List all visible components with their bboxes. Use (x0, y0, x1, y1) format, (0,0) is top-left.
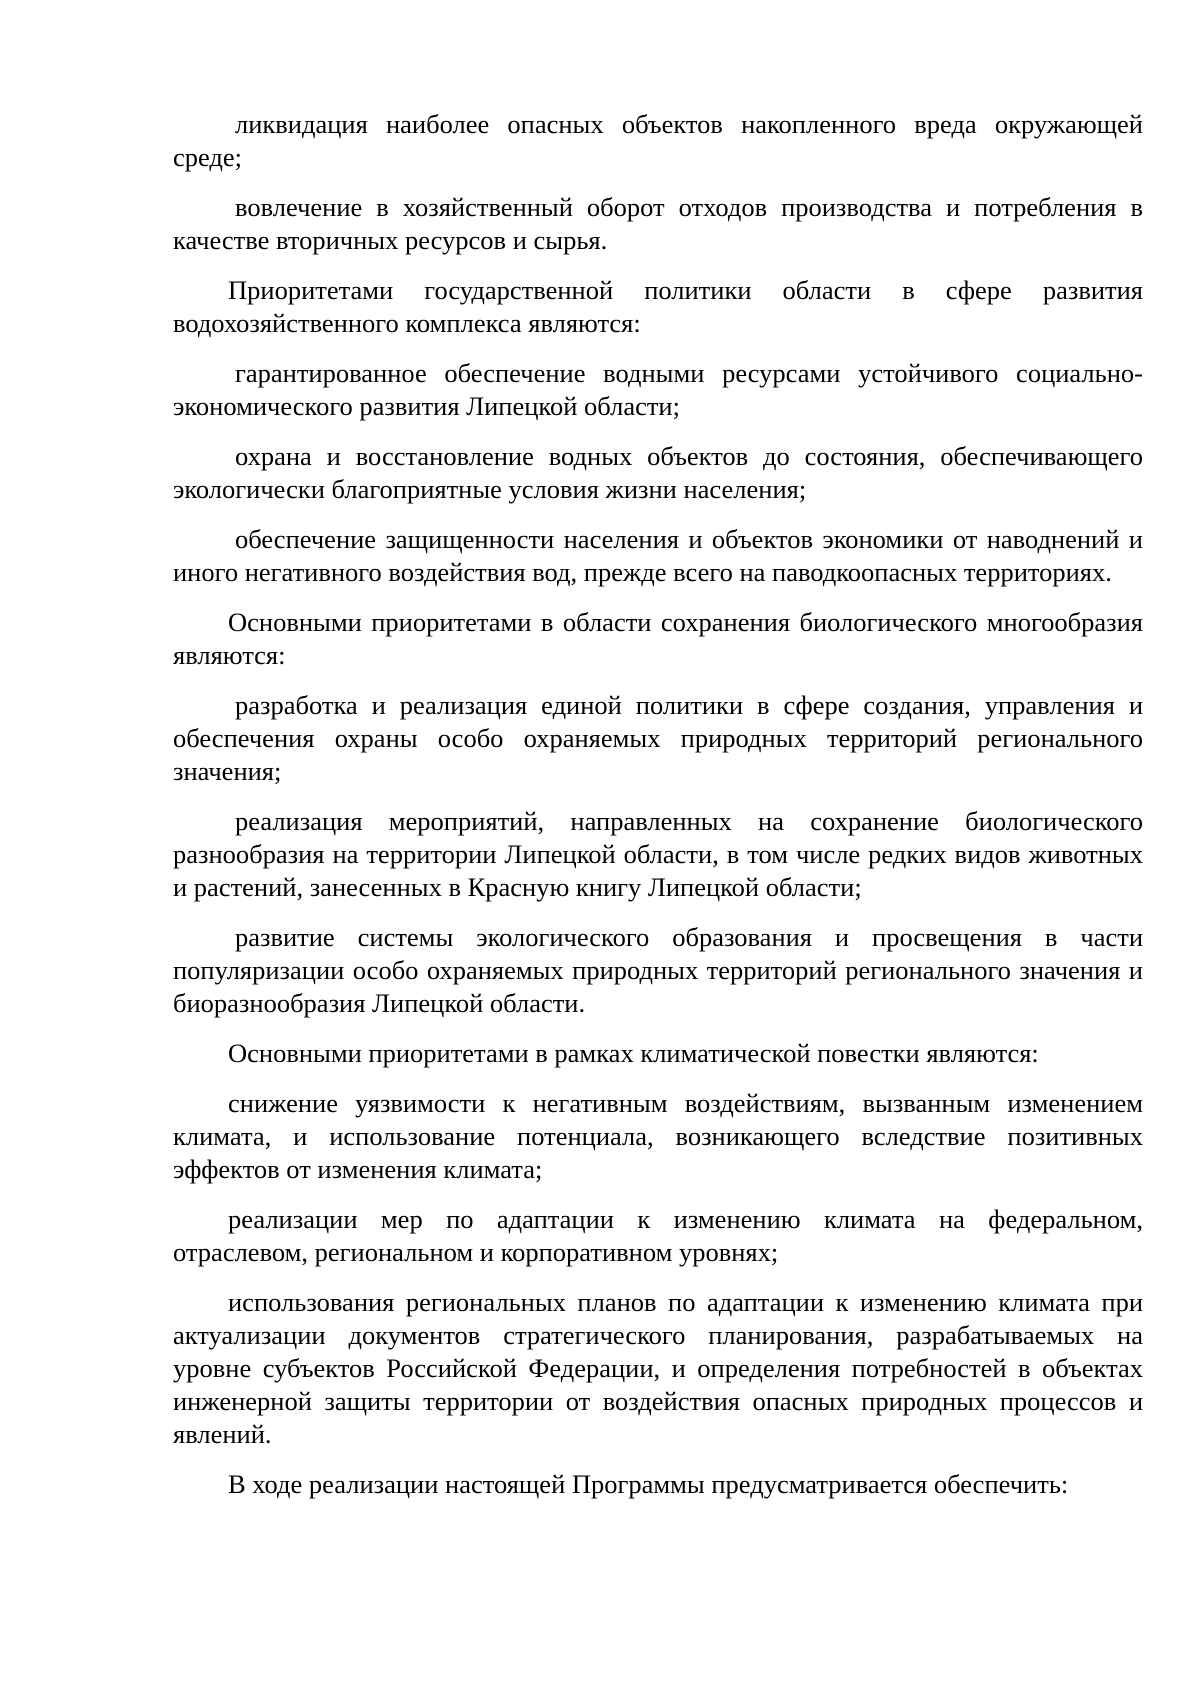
paragraph-climate-adaptation: реализации мер по адаптации к изменению климата на федеральном, отраслевом, региональном и корпоративном уровнях; (173, 1204, 1143, 1267)
paragraph-flood-protection: обеспечение защищенности населения и объектов экономики от наводнений и иного негативного воздействия вод, прежде всего на паводкоопасных территориях. (173, 524, 1143, 587)
paragraph-biodiversity-intro: Основными приоритетами в области сохранения биологического многообразия являются: (173, 607, 1143, 670)
paragraph-biodiversity-measures: реализация мероприятий, направленных на сохранение биологического разнообразия на территории Липецкой области, в том числе редких видов животных и растений, занесенных в Красную книгу Липецкой области; (173, 806, 1143, 902)
paragraph-water-supply: гарантированное обеспечение водными ресурсами устойчивого социально-экономического развития Липецкой области; (173, 358, 1143, 421)
paragraph-climate-vulnerability: снижение уязвимости к негативным воздействиям, вызванным изменением климата, и использование потенциала, возникающего вследствие позитивных эффектов от изменения климата; (173, 1088, 1143, 1184)
paragraph-protected-areas-policy: разработка и реализация единой политики в сфере создания, управления и обеспечения охраны особо охраняемых природных территорий регионального значения; (173, 690, 1143, 786)
paragraph-climate-intro: Основными приоритетами в рамках климатической повестки являются: (228, 1038, 1039, 1068)
paragraph-program-goals-intro: В ходе реализации настоящей Программы предусматривается обеспечить: (228, 1469, 1069, 1499)
paragraph-water-priorities-intro: Приоритетами государственной политики области в сфере развития водохозяйственного комплекса являются: (173, 275, 1143, 338)
paragraph-water-restoration: охрана и восстановление водных объектов до состояния, обеспечивающего экологически благоприятные условия жизни населения; (173, 441, 1143, 504)
paragraph-waste-recycling: вовлечение в хозяйственный оборот отходов производства и потребления в качестве вторичных ресурсов и сырья. (173, 192, 1143, 255)
paragraph-eco-education: развитие системы экологического образования и просвещения в части популяризации особо охраняемых природных территорий регионального значения и биоразнообразия Липецкой области. (173, 922, 1143, 1018)
paragraph-regional-plans: использования региональных планов по адаптации к изменению климата при актуализации документов стратегического планирования, разрабатываемых на уровне субъектов Российской Федерации, и определения потребностей в объектах инженерной защиты территории от воздействия опасных природных процессов и явлений. (173, 1287, 1143, 1449)
paragraph-hazard-liquidation: ликвидация наиболее опасных объектов накопленного вреда окружающей среде; (173, 109, 1143, 172)
